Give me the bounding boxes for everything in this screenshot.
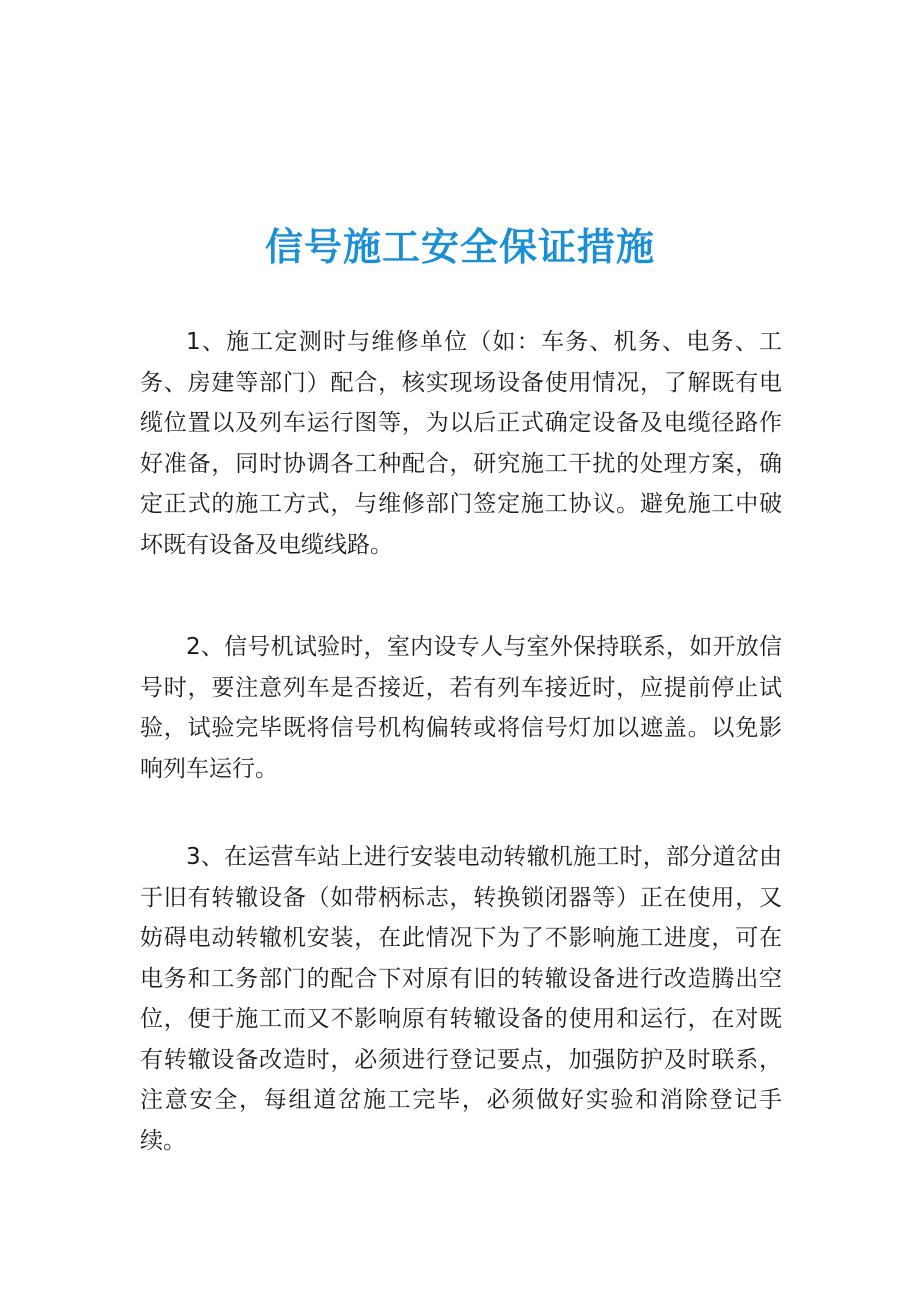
document-title: 信号施工安全保证措施 — [264, 225, 655, 270]
paragraph-2: 2、信号机试验时，室内设专人与室外保持联系，如开放信号时，要注意列车是否接近，若有列车接近时，应提前停止试验，试验完毕既将信号机构偏转或将信号灯加以遮盖。以免影响列车运行。 — [140, 634, 782, 782]
paragraph-3: 3、在运营车站上进行安装电动转辙机施工时，部分道岔由于旧有转辙设备（如带柄标志，转换锁闭器等）正在使用，又妨碍电动转辙机安装，在此情况下为了不影响施工进度，可在电务和工务部门的配合下对原有旧的转辙设备进行改造腾出空位，便于施工而又不影响原有转辙设备的使用和运行，在对既有转辙设备改造时，必须进行登记要点，加强防护及时联系，注意安全，每组道岔施工完毕，必须做好实验和消除登记手续。 — [140, 844, 782, 1154]
paragraph-1: 1、施工定测时与维修单位（如：车务、机务、电务、工务、房建等部门）配合，核实现场设备使用情况，了解既有电缆位置以及列车运行图等，为以后正式确定设备及电缆径路作好准备，同时协调各工种配合，研究施工干扰的处理方案，确定正式的施工方式，与维修部门签定施工协议。避免施工中破坏既有设备及电缆线路。 — [140, 329, 782, 558]
